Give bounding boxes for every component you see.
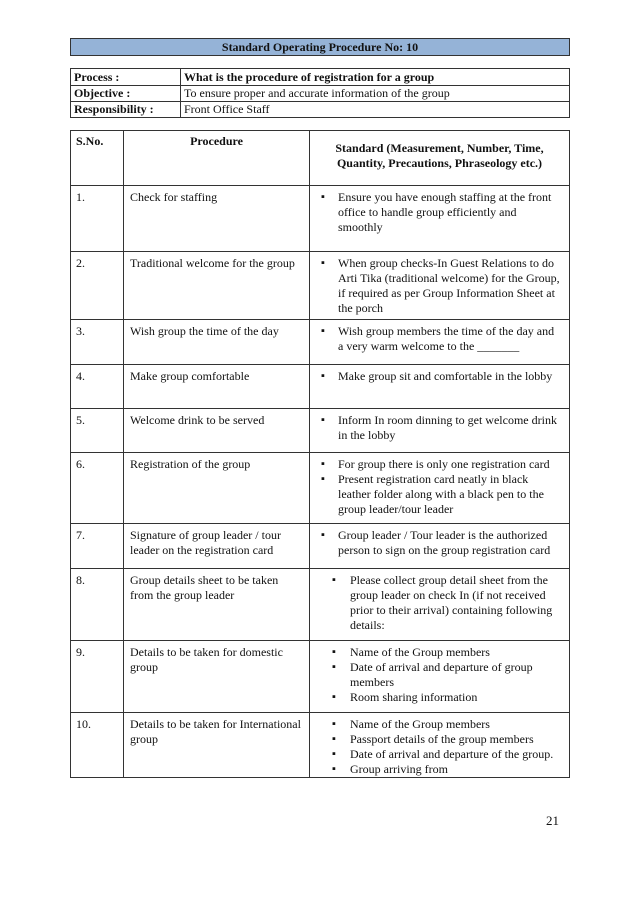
sop-meta-table — [70, 68, 570, 118]
procedure-row — [71, 186, 570, 252]
procedure-row — [71, 365, 570, 409]
row-standard — [310, 641, 570, 713]
standard-bullet-list — [318, 190, 561, 235]
standard-bullet-list — [318, 256, 561, 316]
row-standard — [310, 453, 570, 524]
row-procedure: Welcome drink to be served — [124, 409, 310, 453]
procedure-row — [71, 524, 570, 569]
standard-bullet-item: ▪ Wish group members the time of the day and a very warm welcome to the _______ — [318, 324, 561, 354]
procedure-row — [71, 453, 570, 524]
standard-bullet-list — [318, 645, 561, 705]
meta-label: Objective : — [71, 86, 181, 102]
standard-bullet-list — [318, 528, 561, 558]
standard-bullet-list — [318, 413, 561, 443]
procedure-row — [71, 409, 570, 453]
row-standard — [310, 365, 570, 409]
row-standard — [310, 409, 570, 453]
standard-bullet-item: ▪ Present registration card neatly in black leather folder along with a black pen to the group leader/tour leader — [318, 472, 561, 517]
row-procedure: Check for staffing — [124, 186, 310, 252]
header-sno: S.No. — [71, 131, 124, 186]
row-procedure: Registration of the group — [124, 453, 310, 524]
row-sno: 10. — [71, 713, 124, 778]
row-procedure: Make group comfortable — [124, 365, 310, 409]
row-procedure: Details to be taken for International group — [124, 713, 310, 778]
standard-bullet-item: ▪ Passport details of the group members — [318, 732, 561, 747]
standard-bullet-item: ▪ When group checks-In Guest Relations to do Arti Tika (traditional welcome) for the Group, if required as per Group Information Sheet at the porch — [318, 256, 561, 316]
standard-bullet-item: ▪ Date of arrival and departure of the group. — [318, 747, 561, 762]
row-procedure: Group details sheet to be taken from the group leader — [124, 569, 310, 641]
standard-bullet-item: ▪ Date of arrival and departure of group members — [318, 660, 561, 690]
standard-bullet-item: ▪ Name of the Group members — [318, 717, 561, 732]
row-procedure: Traditional welcome for the group — [124, 252, 310, 320]
row-standard — [310, 252, 570, 320]
meta-value: What is the procedure of registration for a group — [181, 69, 570, 86]
standard-bullet-list — [318, 369, 561, 384]
standard-bullet-list — [318, 457, 561, 517]
meta-value: To ensure proper and accurate information of the group — [181, 86, 570, 102]
standard-bullet-list — [318, 573, 561, 633]
procedure-row — [71, 569, 570, 641]
meta-value: Front Office Staff — [181, 102, 570, 118]
row-standard — [310, 186, 570, 252]
sop-title: Standard Operating Procedure No: 10 — [70, 38, 570, 56]
row-sno: 6. — [71, 453, 124, 524]
row-standard — [310, 524, 570, 569]
meta-row-objective — [71, 86, 570, 102]
row-sno: 5. — [71, 409, 124, 453]
row-sno: 3. — [71, 320, 124, 365]
row-standard — [310, 713, 570, 778]
standard-bullet-item: ▪ For group there is only one registration card — [318, 457, 561, 472]
meta-row-responsibility — [71, 102, 570, 118]
row-procedure: Details to be taken for domestic group — [124, 641, 310, 713]
meta-label: Responsibility : — [71, 102, 181, 118]
procedure-row — [71, 641, 570, 713]
row-standard — [310, 320, 570, 365]
standard-bullet-item: ▪ Make group sit and comfortable in the lobby — [318, 369, 561, 384]
meta-label: Process : — [71, 69, 181, 86]
row-sno: 9. — [71, 641, 124, 713]
standard-bullet-item: ▪ Please collect group detail sheet from the group leader on check In (if not received prior to their arrival) containing following details: — [318, 573, 561, 633]
procedure-row — [71, 713, 570, 778]
procedure-row — [71, 320, 570, 365]
standard-bullet-item: ▪ Group arriving from — [318, 762, 561, 777]
header-standard: Standard (Measurement, Number, Time, Quantity, Precautions, Phraseology etc.) — [310, 131, 570, 186]
page-number: 21 — [546, 813, 559, 828]
standard-bullet-list — [318, 324, 561, 354]
standard-bullet-item: ▪ Ensure you have enough staffing at the front office to handle group efficiently and smoothly — [318, 190, 561, 235]
row-sno: 2. — [71, 252, 124, 320]
row-sno: 7. — [71, 524, 124, 569]
standard-bullet-list — [318, 717, 561, 777]
row-standard — [310, 569, 570, 641]
procedure-row — [71, 252, 570, 320]
row-procedure: Wish group the time of the day — [124, 320, 310, 365]
procedure-table-header — [71, 131, 570, 186]
header-procedure: Procedure — [124, 131, 310, 186]
row-sno: 8. — [71, 569, 124, 641]
standard-bullet-item: ▪ Group leader / Tour leader is the authorized person to sign on the group registration card — [318, 528, 561, 558]
procedure-table — [70, 130, 570, 778]
standard-bullet-item: ▪ Name of the Group members — [318, 645, 561, 660]
meta-row-process — [71, 69, 570, 86]
standard-bullet-item: ▪ Room sharing information — [318, 690, 561, 705]
row-procedure: Signature of group leader / tour leader on the registration card — [124, 524, 310, 569]
standard-bullet-item: ▪ Inform In room dinning to get welcome drink in the lobby — [318, 413, 561, 443]
row-sno: 1. — [71, 186, 124, 252]
row-sno: 4. — [71, 365, 124, 409]
